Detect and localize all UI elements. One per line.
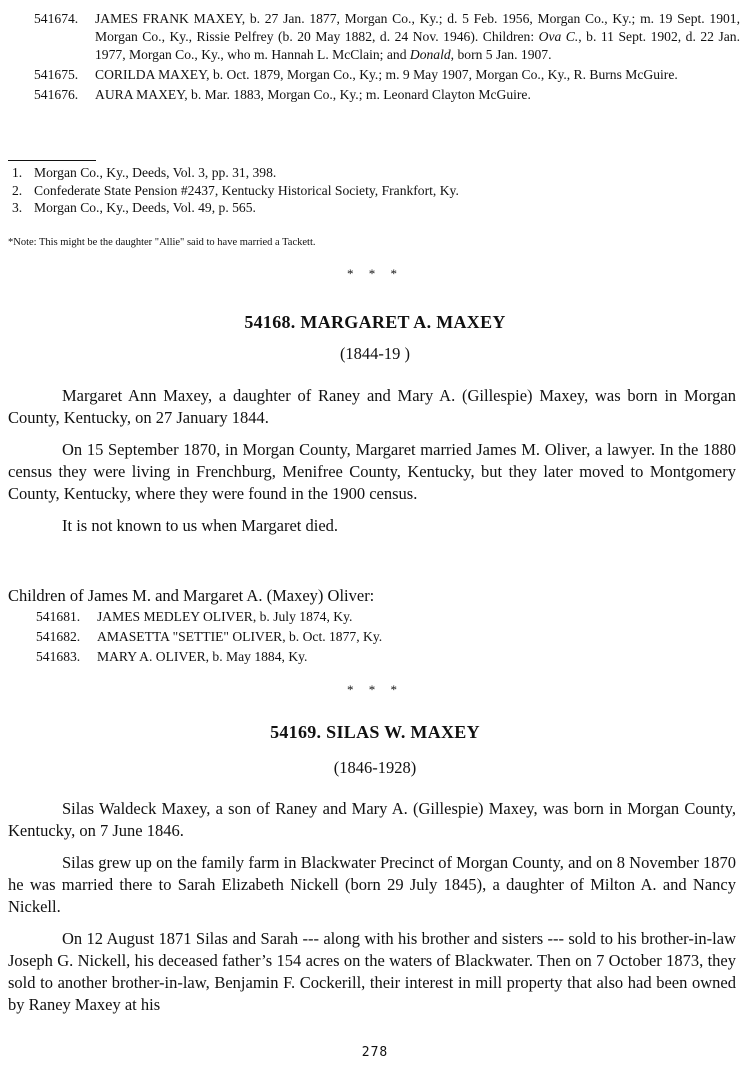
section-title: 54168. MARGARET A. MAXEY <box>244 312 506 332</box>
entry-text: AURA MAXEY, b. Mar. 1883, Morgan Co., Ky.; m. Leonard Clayton McGuire. <box>95 87 531 102</box>
entry-number: 541674. <box>34 11 79 26</box>
list-item <box>36 628 382 646</box>
note: *Note: This might be the daughter "Allie" said to have married a Tackett. <box>8 237 316 248</box>
children-list <box>36 608 382 666</box>
entry-number: 541676. <box>34 87 79 102</box>
footnotes <box>12 164 732 217</box>
footnote: 1. Morgan Co., Ky., Deeds, Vol. 3, pp. 31, 398. <box>12 165 277 180</box>
footnote-divider <box>8 160 96 161</box>
top-children-list <box>34 10 740 104</box>
children-heading: Children of James M. and Margaret A. (Maxey) Oliver: <box>8 586 375 605</box>
paragraph: It is not known to us when Margaret died. <box>62 516 339 535</box>
paragraph: Silas Waldeck Maxey, a son of Raney and Mary A. (Gillespie) Maxey, was born in Morgan County, Kentucky, on 7 June 1846. <box>8 799 736 840</box>
paragraph: On 12 August 1871 Silas and Sarah --- along with his brother and sisters --- sold to his brother-in-law Joseph G. Nickell, his deceased father’s 154 acres on the waters of Blackwater. Then on 7 October 1873, they sold to another brother-in-law, Benjamin F. Cockerill, their interest in mill property that also had been owned by Raney Maxey at his <box>8 929 736 1014</box>
entry-text: JAMES MEDLEY OLIVER, b. July 1874, Ky. <box>97 609 353 624</box>
paragraph: On 15 September 1870, in Morgan County, Margaret married James M. Oliver, a lawyer. In the 1880 census they were living in Frenchburg, Menifree County, Kentucky, but they later moved to Montgomery County, Kentucky, where they were found in the 1900 census. <box>8 440 736 503</box>
section-dates: (1844-19 ) <box>339 344 411 363</box>
section-dates: (1846-1928) <box>333 758 417 777</box>
section-separator: * * * <box>347 682 403 697</box>
list-item <box>36 648 382 666</box>
section-title: 54169. SILAS W. MAXEY <box>270 722 480 742</box>
list-item <box>34 66 740 84</box>
entry-text: CORILDA MAXEY, b. Oct. 1879, Morgan Co., Ky.; m. 9 May 1907, Morgan Co., Ky., R. Burns McGuire. <box>95 67 678 82</box>
entry-text: MARY A. OLIVER, b. May 1884, Ky. <box>97 649 308 664</box>
list-item <box>34 10 740 64</box>
entry-text: JAMES FRANK MAXEY, b. 27 Jan. 1877, Morgan Co., Ky.; d. 5 Feb. 1956, Morgan Co., Ky.; m. 19 Sept. 1901, Morgan Co., Ky., Rissie Pelfrey (b. 20 May 1882, d. 24 Nov. 1946). Children: Ova C., b. 11 Sept. 1902, d. 22 Jan. 1977, Morgan Co., Ky., who m. Hannah L. McClain; and Donald, born 5 Jan. 1907. <box>95 11 740 62</box>
section-body <box>8 385 736 537</box>
page-number: 278 <box>361 1045 389 1060</box>
entry-number: 541683. <box>36 649 81 664</box>
entry-number: 541675. <box>34 67 79 82</box>
list-item <box>34 86 740 104</box>
list-item <box>36 608 382 626</box>
footnote: 3. Morgan Co., Ky., Deeds, Vol. 49, p. 565. <box>12 200 256 215</box>
entry-number: 541681. <box>36 609 81 624</box>
entry-number: 541682. <box>36 629 81 644</box>
entry-text: AMASETTA "SETTIE" OLIVER, b. Oct. 1877, Ky. <box>97 629 383 644</box>
paragraph: Silas grew up on the family farm in Blackwater Precinct of Morgan County, and on 8 November 1870 he was married there to Sarah Elizabeth Nickell (born 29 July 1845), a daughter of Milton A. and Nancy Nickell. <box>8 853 736 916</box>
section-body <box>8 798 736 1016</box>
section-separator: * * * <box>347 266 403 281</box>
paragraph: Margaret Ann Maxey, a daughter of Raney and Mary A. (Gillespie) Maxey, was born in Morgan County, Kentucky, on 27 January 1844. <box>8 386 736 427</box>
footnote: 2. Confederate State Pension #2437, Kentucky Historical Society, Frankfort, Ky. <box>12 182 459 198</box>
